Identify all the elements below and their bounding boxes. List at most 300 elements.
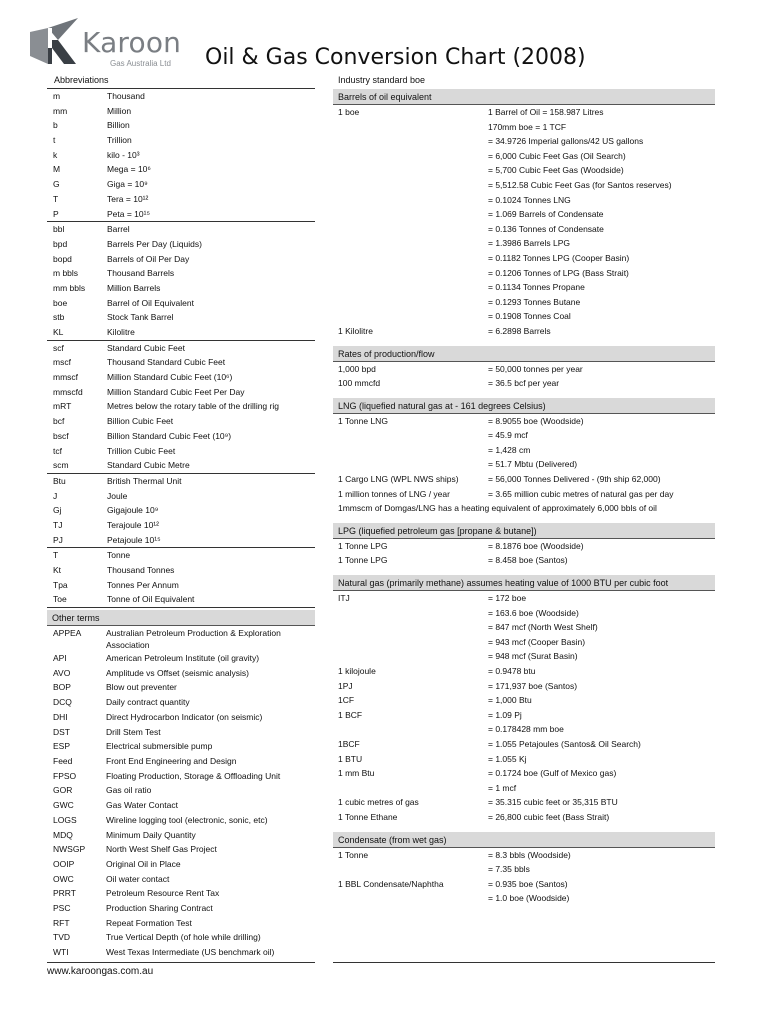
- term-code: ESP: [53, 741, 71, 752]
- conversion-value: = 36.5 bcf per year: [488, 378, 560, 389]
- abbreviation-row: [47, 310, 315, 325]
- term-meaning: Front End Engineering and Design: [106, 755, 237, 766]
- conversion-value: = 0.1293 Tonnes Butane: [488, 296, 581, 307]
- abbreviation-meaning: Thousand Standard Cubic Feet: [107, 357, 226, 368]
- abbreviation-code: mRT: [53, 401, 72, 412]
- term-code: NWSGP: [53, 844, 86, 855]
- term-code: DHI: [53, 711, 68, 722]
- conversion-row: [333, 376, 715, 391]
- term-meaning: Gas Water Contact: [106, 800, 178, 811]
- conversion-unit: 1 Kilolitre: [338, 325, 373, 336]
- conversion-value: = 0.1182 Tonnes LPG (Cooper Basin): [488, 252, 630, 263]
- conversion-row: [333, 428, 715, 443]
- section-gap: [333, 568, 715, 575]
- abbreviation-row: [47, 162, 315, 177]
- abbreviation-row: [47, 592, 315, 607]
- term-code: DST: [53, 726, 70, 737]
- term-meaning: Oil water contact: [106, 873, 170, 884]
- conversion-unit: 1 BCF: [338, 709, 363, 720]
- abbreviation-meaning: Barrels Per Day (Liquids): [107, 238, 202, 249]
- conversion-section-title: LPG (liquefied petroleum gas [propane & butane]): [333, 523, 715, 539]
- left-column: [47, 72, 315, 960]
- term-code: Feed: [53, 755, 73, 766]
- conversion-unit: 1 Tonne LNG: [338, 415, 388, 426]
- abbreviation-row: [47, 578, 315, 593]
- conversion-value: = 51.7 Mbtu (Delivered): [488, 459, 578, 470]
- abbreviation-row: [47, 444, 315, 459]
- conversion-value: = 0.1724 boe (Gulf of Mexico gas): [488, 768, 617, 779]
- abbreviation-code: bbl: [53, 224, 65, 235]
- term-row: [47, 666, 315, 681]
- abbreviation-code: stb: [53, 312, 65, 323]
- abbreviation-meaning: Million Standard Cubic Feet (10⁶): [107, 372, 233, 383]
- conversion-row: [333, 280, 715, 295]
- conversion-unit: [333, 207, 488, 222]
- conversion-unit: [333, 222, 488, 237]
- abbreviation-row: [47, 266, 315, 281]
- conversion-row: [333, 120, 715, 135]
- abbreviation-row: [47, 281, 315, 296]
- conversion-value: = 0.1024 Tonnes LNG: [488, 194, 571, 205]
- conversion-value: = 1.055 Kj: [488, 753, 527, 764]
- conversion-row: [333, 877, 715, 892]
- conversion-row: [333, 591, 715, 606]
- term-code: OOIP: [53, 858, 75, 869]
- conversion-row: [333, 295, 715, 310]
- conversion-value: = 26,800 cubic feet (Bass Strait): [488, 811, 610, 822]
- conversion-row: [333, 708, 715, 723]
- conversion-unit: 1 boe: [338, 107, 360, 117]
- abbreviation-meaning: Terajoule 10¹²: [107, 519, 159, 530]
- abbreviation-row: [47, 474, 315, 489]
- conversion-row: [333, 722, 715, 737]
- conversion-value: = 1.069 Barrels of Condensate: [488, 209, 604, 220]
- other-terms-list: [47, 626, 315, 960]
- conversion-unit: [333, 280, 488, 295]
- conversion-unit: 1 million tonnes of LNG / year: [338, 488, 450, 499]
- abbreviation-row: [47, 118, 315, 133]
- conversion-unit: [333, 862, 488, 877]
- conversion-unit: [333, 251, 488, 266]
- abbreviation-group: [47, 89, 315, 222]
- term-code: AVO: [53, 667, 71, 678]
- conversion-value: = 50,000 tonnes per year: [488, 363, 583, 374]
- term-meaning: American Petroleum Institute (oil gravity): [106, 653, 260, 664]
- conversion-unit: [333, 295, 488, 310]
- conversion-row: [333, 457, 715, 472]
- abbreviation-row: [47, 414, 315, 429]
- brand-name: Karoon: [82, 26, 182, 59]
- abbreviation-row: [47, 429, 315, 444]
- conversion-value: = 8.9055 boe (Woodside): [488, 415, 584, 426]
- conversion-section-title: Natural gas (primarily methane) assumes heating value of 1000 BTU per cubic foot: [333, 575, 715, 591]
- abbreviation-row: [47, 104, 315, 119]
- conversion-value: = 7.35 bbls: [488, 864, 530, 875]
- conversion-unit: [333, 722, 488, 737]
- term-row: [47, 680, 315, 695]
- karoon-k-icon: [28, 18, 80, 68]
- term-row: [47, 842, 315, 857]
- conversion-value: = 163.6 boe (Woodside): [488, 607, 579, 618]
- abbreviation-code: Toe: [53, 594, 67, 605]
- term-meaning: Amplitude vs Offset (seismic analysis): [106, 667, 249, 678]
- conversion-unit: [333, 149, 488, 164]
- abbreviation-code: T: [53, 193, 59, 204]
- abbreviation-code: m bbls: [53, 268, 79, 279]
- abbreviation-code: mm: [53, 105, 68, 116]
- conversion-unit: [333, 134, 488, 149]
- term-code: RFT: [53, 917, 70, 928]
- term-meaning: Petroleum Resource Rent Tax: [106, 888, 220, 899]
- conversion-row: [333, 362, 715, 377]
- brand-subtitle: Gas Australia Ltd: [110, 59, 171, 68]
- term-code: PRRT: [53, 888, 76, 899]
- conversion-value: = 943 mcf (Cooper Basin): [488, 636, 586, 647]
- conversion-unit: [333, 428, 488, 443]
- page-title: Oil & Gas Conversion Chart (2008): [205, 45, 586, 70]
- conversion-value: = 1 mcf: [488, 782, 517, 793]
- conversion-unit: 1 Tonne LPG: [338, 555, 388, 566]
- abbreviation-code: scm: [53, 460, 69, 471]
- abbreviation-meaning: Petajoule 10¹⁵: [107, 534, 161, 545]
- abbreviation-meaning: Thousand: [107, 91, 145, 101]
- term-row: [47, 710, 315, 725]
- conversion-row: [333, 810, 715, 825]
- abbreviation-row: [47, 355, 315, 370]
- conversion-row: [333, 766, 715, 781]
- term-code: API: [53, 653, 67, 664]
- term-code: LOGS: [53, 814, 77, 825]
- term-row: [47, 916, 315, 931]
- abbreviation-code: t: [53, 135, 56, 146]
- abbreviation-group: [47, 222, 315, 341]
- abbreviation-group: [47, 548, 315, 608]
- term-row: [47, 626, 315, 651]
- abbreviation-meaning: Million Barrels: [107, 282, 161, 293]
- abbreviation-group: [47, 341, 315, 474]
- term-row: [47, 754, 315, 769]
- conversion-row: [333, 236, 715, 251]
- abbreviation-code: tcf: [53, 445, 62, 456]
- abbreviation-code: J: [53, 490, 58, 501]
- conversion-row: [333, 891, 715, 906]
- conversion-value: = 1.09 Pj: [488, 709, 522, 720]
- abbreviation-meaning: Tonne of Oil Equivalent: [107, 594, 195, 605]
- term-row: [47, 813, 315, 828]
- abbreviation-meaning: Tera = 10¹²: [107, 193, 149, 204]
- conversion-value: = 1,428 cm: [488, 444, 531, 455]
- abbreviation-row: [47, 133, 315, 148]
- abbreviation-meaning: Mega = 10⁶: [107, 164, 151, 175]
- conversion-value: = 5,700 Cubic Feet Gas (Woodside): [488, 165, 624, 176]
- conversion-value: 170mm boe = 1 TCF: [488, 121, 567, 132]
- conversion-row: [333, 443, 715, 458]
- conversion-unit: [333, 120, 488, 135]
- term-meaning: Minimum Daily Quantity: [106, 829, 196, 840]
- abbreviation-row: [47, 207, 315, 222]
- abbreviation-code: scf: [53, 342, 64, 353]
- term-code: MDQ: [53, 829, 73, 840]
- abbreviation-code: mmscfd: [53, 386, 83, 397]
- term-row: [47, 828, 315, 843]
- abbreviation-meaning: British Thermal Unit: [107, 475, 182, 486]
- section-gap: [333, 825, 715, 832]
- conversion-value: = 0.935 boe (Santos): [488, 878, 568, 889]
- abbreviation-code: M: [53, 164, 61, 175]
- abbreviation-meaning: Gigajoule 10⁹: [107, 505, 159, 516]
- term-row: [47, 651, 315, 666]
- conversion-row: [333, 163, 715, 178]
- abbreviation-code: boe: [53, 297, 68, 308]
- conversion-unit: [333, 443, 488, 458]
- abbreviation-code: bscf: [53, 430, 69, 441]
- right-column: [333, 72, 715, 906]
- conversion-value: = 1.0 boe (Woodside): [488, 893, 570, 904]
- conversion-unit: [333, 163, 488, 178]
- conversion-note: 1mmscm of Domgas/LNG has a heating equivalent of approximately 6,000 bbls of oil: [338, 503, 657, 514]
- conversion-unit: [333, 891, 488, 906]
- abbreviation-group: [47, 474, 315, 548]
- term-meaning: Australian Petroleum Production & Exploration Association: [106, 628, 281, 651]
- term-code: BOP: [53, 682, 71, 693]
- conversion-unit: [333, 781, 488, 796]
- term-meaning: True Vertical Depth (of hole while drilling): [106, 932, 261, 943]
- abbreviation-meaning: Kilolitre: [107, 327, 135, 337]
- conversion-value: = 0.1206 Tonnes of LPG (Bass Strait): [488, 267, 629, 278]
- section-gap: [333, 391, 715, 398]
- abbreviation-meaning: Tonne: [107, 550, 131, 561]
- abbreviation-meaning: Giga = 10⁹: [107, 179, 148, 190]
- conversion-row: [333, 324, 715, 339]
- conversion-unit: [333, 266, 488, 281]
- abbreviation-code: T: [53, 550, 59, 561]
- abbreviation-code: P: [53, 208, 59, 219]
- term-row: [47, 695, 315, 710]
- conversion-unit: 1 cubic metres of gas: [338, 797, 419, 808]
- abbreviation-meaning: Joule: [107, 490, 128, 501]
- page-header: [0, 0, 768, 74]
- conversion-row: [333, 606, 715, 621]
- abbreviation-code: k: [53, 149, 58, 160]
- abbreviation-code: bpd: [53, 238, 68, 249]
- conversion-value: = 847 mcf (North West Shelf): [488, 622, 598, 633]
- section-gap: [333, 516, 715, 523]
- conversion-unit: [333, 457, 488, 472]
- conversion-value: = 35.315 cubic feet or 35,315 BTU: [488, 797, 618, 808]
- conversion-unit: [333, 606, 488, 621]
- abbreviation-meaning: Trillion Cubic Feet: [107, 445, 176, 456]
- conversion-value: = 172 boe: [488, 593, 527, 604]
- abbreviation-code: bopd: [53, 253, 72, 264]
- abbreviation-code: Gj: [53, 505, 62, 516]
- conversion-row: [333, 149, 715, 164]
- abbreviation-meaning: Stock Tank Barrel: [107, 312, 174, 323]
- conversion-section-title: LNG (liquefied natural gas at - 161 degrees Celsius): [333, 398, 715, 414]
- conversion-row: [333, 553, 715, 568]
- abbreviation-meaning: Metres below the rotary table of the drilling rig: [107, 401, 279, 412]
- term-row: [47, 872, 315, 887]
- conversion-value: = 0.178428 mm boe: [488, 724, 564, 735]
- conversion-value: = 1,000 Btu: [488, 695, 532, 706]
- abbreviation-row: [47, 89, 315, 104]
- conversion-unit: [333, 193, 488, 208]
- abbreviation-row: [47, 533, 315, 548]
- abbreviation-meaning: kilo - 10³: [107, 149, 140, 160]
- conversion-unit: 1 Tonne Ethane: [338, 811, 398, 822]
- conversion-value: = 56,000 Tonnes Delivered - (9th ship 62,000): [488, 474, 661, 485]
- conversion-value: = 0.1908 Tonnes Coal: [488, 311, 571, 322]
- term-row: [47, 901, 315, 916]
- term-meaning: Original Oil in Place: [106, 858, 181, 869]
- conversion-value: = 1.055 Petajoules (Santos& Oil Search): [488, 738, 641, 749]
- abbreviation-row: [47, 503, 315, 518]
- conversion-unit: 1 BBL Condensate/Naphtha: [338, 878, 444, 889]
- abbreviation-code: m: [53, 91, 61, 101]
- conversion-value: = 3.65 million cubic metres of natural gas per day: [488, 488, 674, 499]
- term-meaning: Wireline logging tool (electronic, sonic, etc): [106, 814, 268, 825]
- conversion-row: [333, 848, 715, 863]
- abbreviation-code: mscf: [53, 357, 71, 368]
- abbreviation-meaning: Billion Cubic Feet: [107, 416, 174, 427]
- conversion-row: [333, 251, 715, 266]
- abbreviation-code: PJ: [53, 534, 63, 545]
- conversion-unit: 1 Tonne LPG: [338, 540, 388, 551]
- conversion-row: [333, 222, 715, 237]
- karoon-logo: [28, 18, 198, 68]
- term-code: DCQ: [53, 697, 72, 708]
- footer-url[interactable]: www.karoongas.com.au: [47, 962, 315, 977]
- conversion-section-title: Condensate (from wet gas): [333, 832, 715, 848]
- conversion-value: = 34.9726 Imperial gallons/42 US gallons: [488, 136, 644, 147]
- abbreviation-row: [47, 458, 315, 473]
- conversion-row: [333, 664, 715, 679]
- conversion-section-title: Barrels of oil equivalent: [333, 89, 715, 105]
- abbreviation-meaning: Barrel: [107, 224, 130, 235]
- abbreviation-code: Btu: [53, 475, 66, 486]
- abbreviation-code: b: [53, 120, 58, 131]
- abbreviation-row: [47, 296, 315, 311]
- conversion-row: [333, 539, 715, 554]
- term-meaning: Blow out preventer: [106, 682, 177, 693]
- term-meaning: Daily contract quantity: [106, 697, 190, 708]
- conversion-value: = 0.136 Tonnes of Condensate: [488, 223, 604, 234]
- conversion-unit: 1 kilojoule: [338, 666, 376, 676]
- abbreviation-meaning: Tonnes Per Annum: [107, 579, 179, 590]
- abbreviation-row: [47, 399, 315, 414]
- term-meaning: Production Sharing Contract: [106, 903, 213, 914]
- other-terms-heading: Other terms: [47, 610, 315, 626]
- term-code: GWC: [53, 800, 74, 811]
- term-code: OWC: [53, 873, 74, 884]
- term-meaning: Direct Hydrocarbon Indicator (on seismic): [106, 711, 263, 722]
- term-meaning: Repeat Formation Test: [106, 917, 192, 928]
- term-row: [47, 725, 315, 740]
- conversion-value: = 6.2898 Barrels: [488, 325, 551, 336]
- abbreviation-row: [47, 222, 315, 237]
- abbreviation-row: [47, 518, 315, 533]
- term-row: [47, 857, 315, 872]
- term-row: [47, 945, 315, 960]
- conversion-value: = 171,937 boe (Santos): [488, 680, 578, 691]
- conversion-row: [333, 266, 715, 281]
- conversion-unit: [333, 236, 488, 251]
- conversion-row: [333, 693, 715, 708]
- abbreviation-row: [47, 341, 315, 356]
- conversion-row: [333, 193, 715, 208]
- term-row: [47, 930, 315, 945]
- conversion-row: [333, 134, 715, 149]
- conversion-value: = 1.3986 Barrels LPG: [488, 238, 570, 249]
- abbreviation-meaning: Peta = 10¹⁵: [107, 208, 150, 219]
- term-row: [47, 886, 315, 901]
- abbreviation-meaning: Barrel of Oil Equivalent: [107, 297, 194, 308]
- conversion-value: = 0.1134 Tonnes Propane: [488, 282, 585, 293]
- abbreviation-code: Kt: [53, 565, 62, 575]
- term-code: FPSO: [53, 770, 77, 781]
- industry-heading: Industry standard boe: [338, 75, 426, 85]
- conversion-unit: 1PJ: [338, 680, 353, 691]
- abbreviation-meaning: Million Standard Cubic Feet Per Day: [107, 386, 245, 397]
- conversion-unit: 1 mm Btu: [338, 768, 375, 779]
- conversion-unit: 1 BTU: [338, 753, 363, 764]
- abbreviation-code: TJ: [53, 519, 63, 530]
- abbreviation-row: [47, 237, 315, 252]
- conversion-value: = 5,512.58 Cubic Feet Gas (for Santos reserves): [488, 179, 672, 190]
- section-gap: [333, 339, 715, 346]
- conversion-value: = 948 mcf (Surat Basin): [488, 651, 578, 662]
- conversion-value: 1 Barrel of Oil = 158.987 Litres: [488, 107, 604, 117]
- abbreviations-list: [47, 89, 315, 608]
- conversion-row: [333, 679, 715, 694]
- conversion-value: = 0.9478 btu: [488, 666, 536, 676]
- abbreviation-meaning: Billion Standard Cubic Feet (10⁹): [107, 430, 232, 441]
- conversion-row: [333, 620, 715, 635]
- conversion-row: [333, 649, 715, 664]
- abbreviation-row: [47, 548, 315, 563]
- conversion-value: = 8.3 bbls (Woodside): [488, 849, 571, 860]
- abbreviation-row: [47, 192, 315, 207]
- abbreviation-row: [47, 177, 315, 192]
- term-row: [47, 739, 315, 754]
- abbreviations-heading: Abbreviations: [47, 72, 315, 89]
- conversion-unit: ITJ: [338, 593, 350, 604]
- conversion-unit: 1,000 bpd: [338, 363, 376, 374]
- term-code: GOR: [53, 785, 73, 796]
- conversion-row: [333, 635, 715, 650]
- abbreviation-row: [47, 563, 315, 578]
- term-code: APPEA: [53, 628, 82, 639]
- conversion-row: [333, 472, 715, 487]
- conversion-row: [333, 862, 715, 877]
- abbreviation-meaning: Standard Cubic Feet: [107, 342, 185, 353]
- conversion-row: [333, 105, 715, 120]
- conversion-value: = 45.9 mcf: [488, 430, 528, 441]
- term-code: PSC: [53, 903, 71, 914]
- conversion-unit: 1 Cargo LNG (WPL NWS ships): [338, 474, 459, 485]
- term-row: [47, 783, 315, 798]
- term-meaning: Floating Production, Storage & Offloading Unit: [106, 770, 281, 781]
- abbreviation-row: [47, 385, 315, 400]
- abbreviation-code: bcf: [53, 416, 65, 427]
- abbreviation-row: [47, 370, 315, 385]
- conversion-row: [333, 178, 715, 193]
- term-code: WTI: [53, 947, 69, 958]
- conversion-value: = 8.1876 boe (Woodside): [488, 540, 584, 551]
- conversion-value: = 8.458 boe (Santos): [488, 555, 568, 566]
- abbreviation-meaning: Standard Cubic Metre: [107, 460, 190, 471]
- conversion-row: [333, 487, 715, 502]
- abbreviation-meaning: Thousand Barrels: [107, 268, 175, 279]
